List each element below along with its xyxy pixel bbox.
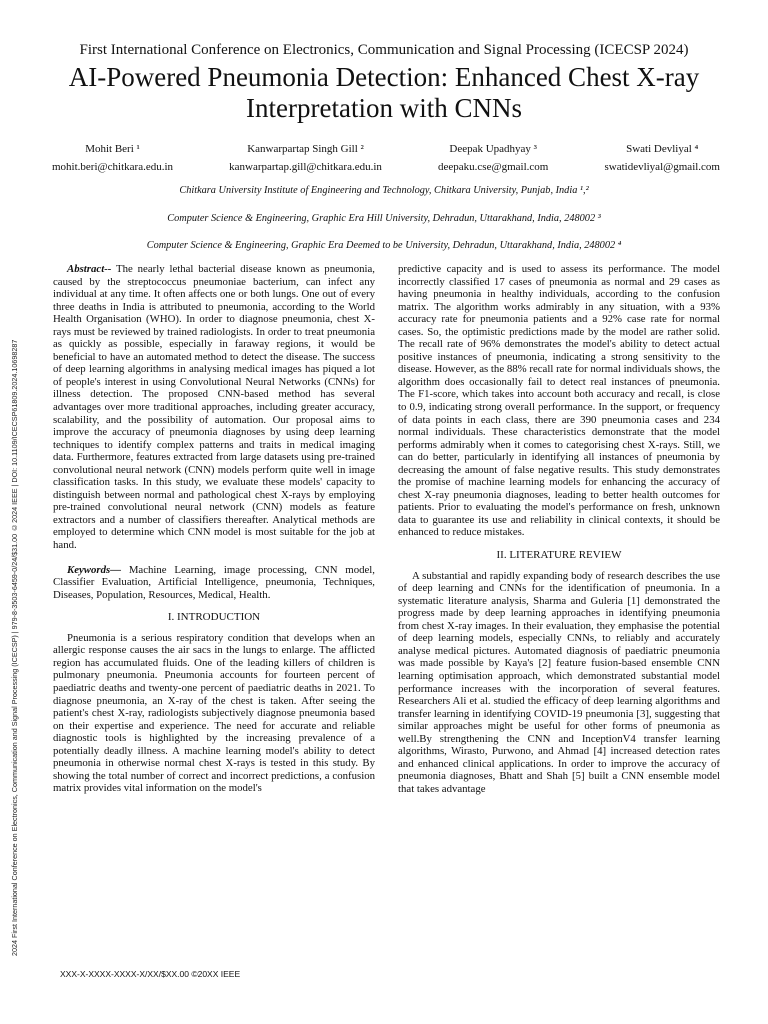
author-email: mohit.beri@chitkara.edu.in	[52, 161, 174, 173]
author-block	[229, 140, 382, 176]
abstract-label: Abstract--	[67, 263, 112, 275]
introduction-paragraph: Pneumonia is a serious respiratory condition that develops when an allergic response causes the air sacs in the lungs to enlarge. The afflicted region has accumulated fluids. One of the leading killers of children is pulmonary pneumonia. Pneumonia accounts for fourteen percent of paediatric deaths and twenty-one percent of paediatric deaths in 2021. To diagnose pneumonia, an X-ray of the chest is taken. After seeing the patient's chest X-ray, radiologists subjectively diagnose pneumonia based on their expertise and experience. The need for accurate and reliable diagnostic tools is highlighted by the increasing prevalence of a potentially deadly illness. A machine learning model's ability to detect pneumonia in otherwise normal chest X-rays is tested in this study. By showing the total number of correct and incorrect predictions, a confusion matrix provides vital information on the model's	[53, 631, 375, 795]
author-block	[604, 140, 720, 176]
author-block	[52, 140, 173, 176]
author-list	[52, 140, 720, 176]
affiliation-3: Computer Science & Engineering, Graphic Era Deemed to be University, Dehradun, Uttarakhand, India, 248002 ⁴	[146, 240, 622, 251]
title-line-1: AI-Powered Pneumonia Detection: Enhanced Chest X-ray	[68, 62, 700, 92]
author-email: swatidevliyal@gmail.com	[604, 161, 720, 173]
title-line-2: Interpretation with CNNs	[246, 93, 522, 123]
abstract	[53, 263, 375, 552]
affiliation-1: Chitkara University Institute of Engineering and Technology, Chitkara University, Punjab, India ¹,²	[179, 185, 589, 196]
side-doi-strip: 2024 First International Conference on Electronics, Communication and Signal Processing (ICECSP) | 979-8-3503-6459-0/24/$31.00 ©2024 IEEE | DOI: 10.1109/ICECSP61809.2024.10698287	[10, 339, 19, 956]
keywords-text: Machine Learning, image processing, CNN model, Classifier Evaluation, Artificial Intelligence, pneumonia, Techniques, Diseases, Population, Resources, Medical, Health.	[53, 563, 375, 601]
abstract-text: The nearly lethal bacterial disease known as pneumonia, caused by the streptococcus pneumoniae bacterium, can infect any individual at any time. It often affects one or both lungs. One out of every three deaths in India is attributed to pneumonia, according to the World Health Organisation (WHO). In order to diagnose pneumonia, chest X-rays must be reviewed by trained radiologists. In order to treat pneumonia as quickly as possible, especially in faraway regions, it would be beneficial to have an automated method to detect the disease. The success of deep learning algorithms in analysing medical images has piqued a lot of people's interest in using Convolutional Neural Networks (CNNs) for illness detection. The proposed CNN-based method has several advantages over more traditional approaches, including greater accuracy, scalability, and the possibility of automation. Our proposal aims to improve the accuracy of pneumonia diagnoses by using deep learning techniques to identify complex patterns and traits in medical imaging data. Furthermore, features extracted from large datasets using pre-trained convolutional neural network (CNN) models perform quite well in image classification tasks. In this study, we evaluate these models' capacity to distinguish between normal and pathological chest X-rays by employing pre-trained convolutional neural network (CNN) models as feature extractors and a number of classifiers thereafter. Analytical methods are employed to determine which CNN model is most suitable for the job at hand.	[53, 263, 375, 552]
section-heading-literature-review: II. LITERATURE REVIEW	[496, 549, 622, 562]
literature-review-paragraph: A substantial and rapidly expanding body of research describes the use of deep learning and CNNs for the identification of pneumonia. In a systematic literature analysis, Sharma and Guleria [1] demonstrated the progress made by deep learning approaches in identifying pneumonia from chest X-ray images. In their evaluation, they emphasise the potential of deep learning models, especially CNNs, to reliably and accurately analyse medical pictures. Automated diagnosis of paediatric pneumonia was made possible by Kaya's [2] feature fusion-based ensemble CNN learning optimisation approach, which demonstrated substantial model performance increases with the incorporation of several features. Researchers Ali et al. studied the efficacy of deep learning algorithms and transfer learning in identifying COVID-19 pneumonia [3], suggesting that similar approaches might be useful for other forms of pneumonia as well.By strengthening the CNN and InceptionV4 transfer learning algorithms, Wirasto, Purwono, and Ahmad [4] increased detection rates and enhanced clinical applications. In order to improve the accuracy of pneumonia diagnoses, Bhatt and Shah [5] built a CNN ensemble model that takes advantage	[398, 569, 720, 795]
keywords	[53, 564, 375, 602]
paper-title	[40, 62, 728, 124]
author-name: Deepak Upadhyay ³	[449, 143, 537, 155]
affiliation-2: Computer Science & Engineering, Graphic Era Hill University, Dehradun, Uttarakhand, India, 248002 ³	[167, 213, 601, 224]
page-footer: XXX-X-XXXX-XXXX-X/XX/$XX.00 ©20XX IEEE	[60, 969, 241, 979]
author-email: kanwarpartap.gill@chitkara.edu.in	[229, 161, 382, 173]
left-column	[53, 263, 375, 795]
conference-header: First International Conference on Electronics, Communication and Signal Processing (ICECSP 2024)	[79, 42, 689, 58]
author-name: Swati Devliyal ⁴	[626, 143, 699, 155]
section-heading-introduction: I. INTRODUCTION	[167, 611, 261, 624]
author-name: Kanwarpartap Singh Gill ²	[247, 143, 364, 155]
author-name: Mohit Beri ¹	[85, 143, 140, 155]
author-email: deepaku.cse@gmail.com	[438, 161, 549, 173]
keywords-label: Keywords—	[67, 563, 121, 576]
author-block	[438, 140, 548, 176]
right-column	[398, 263, 720, 795]
results-paragraph: predictive capacity and is used to assess its performance. The model incorrectly classified 17 cases of pneumonia as normal and 29 cases as having pneumonia in healthy individuals, according to the confusion matrix. The algorithm works admirably in any situation, with a 93% accuracy rate for pneumonia patients and a 92% case rate for normal cases. So, the optimistic predictions made by the model are rather solid. The recall rate of 96% demonstrates the model's ability to detect actual positive instances of pneumonia, indicating a strong sensitivity to the disease. However, as the 88% recall rate for normal individuals shows, the algorithm does occasionally fail to detect real instances of pneumonia. The F1-score, which takes into account both accuracy and recall, is close to 0.9, indicating strong overall performance. In the support, or frequency of data points in each class, there are 390 pneumonia cases and 234 normal individuals. These characteristics demonstrate that the model performs admirably when it comes to categorising chest X-rays. Still, we can do better, particularly in identifying all instances of pneumonia by decreasing the amount of false negative results. This study demonstrates the promise of machine learning models for enhancing the accuracy of chest X-ray pneumonia diagnoses, leading to better health outcomes for patients. Prior to evaluating the model's performance on fresh, unknown data to guarantee its use and reliability in clinical contexts, it should be enhanced to reduce mistakes.	[398, 263, 720, 539]
